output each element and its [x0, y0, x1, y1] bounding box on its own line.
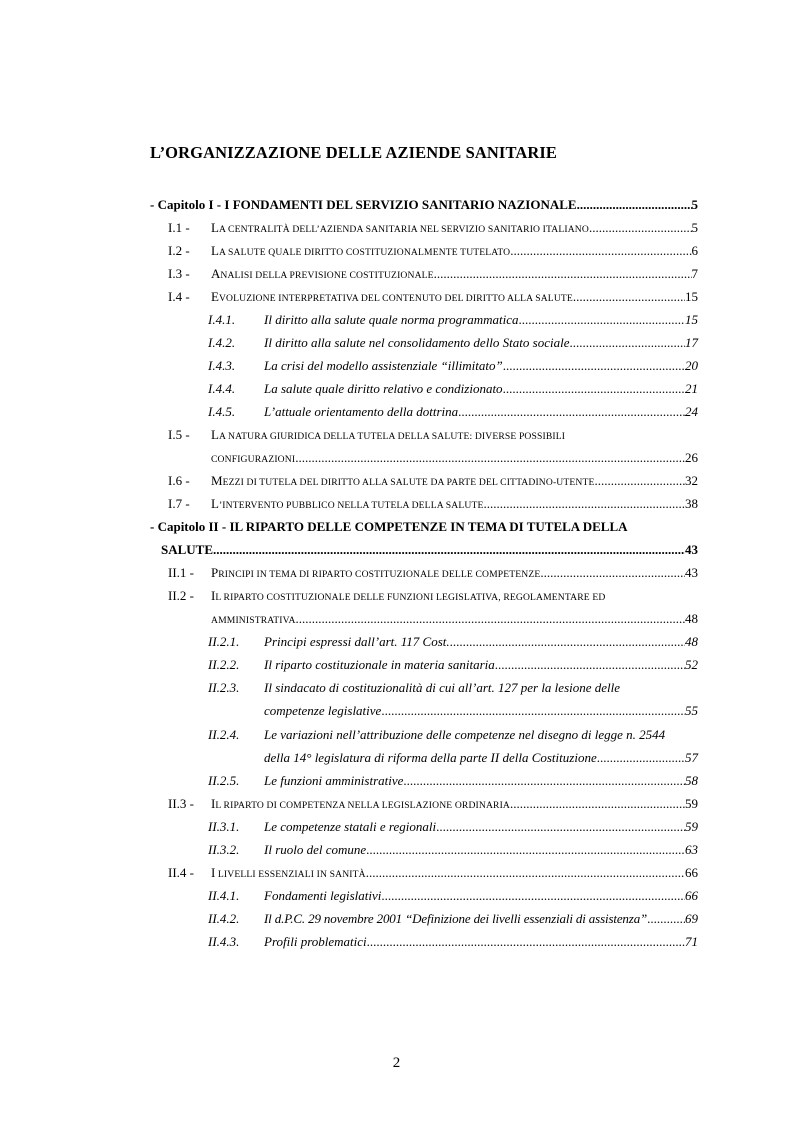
toc-title: La salute quale diritto relativo e condizionato	[264, 381, 503, 396]
toc-number: I.7 -	[168, 496, 190, 511]
toc-title-initial: I	[211, 588, 216, 603]
leader-dots	[573, 288, 685, 306]
toc-title-rest: A NATURA GIURIDICA DELLA TUTELA DELLA SALUTE: DIVERSE POSSIBILI	[218, 431, 566, 442]
toc-title	[211, 587, 605, 607]
toc-title	[211, 242, 510, 262]
toc-chapter-title-continuation: SALUTE	[161, 542, 214, 557]
toc-page: 15	[685, 289, 698, 304]
toc-title-rest: RINCIPI IN TEMA DI RIPARTO COSTITUZIONALE DELLE COMPETENZE	[218, 569, 541, 580]
toc-page: 38	[685, 496, 698, 511]
toc-subsection-ii22[interactable]	[208, 656, 698, 674]
toc-page: 63	[685, 842, 698, 857]
toc-title	[211, 265, 434, 285]
toc-subsection-ii21[interactable]	[208, 633, 698, 651]
toc-title	[211, 426, 565, 446]
leader-dots	[510, 242, 691, 260]
leader-dots	[458, 403, 685, 421]
toc-subsection-ii42[interactable]	[208, 910, 698, 928]
toc-title: Profili problematici	[264, 934, 367, 949]
toc-page: 66	[685, 888, 698, 903]
toc-title-continuation	[211, 610, 296, 630]
toc-title-initial: M	[211, 473, 223, 488]
leader-dots	[595, 472, 685, 490]
toc-title-rest: A SALUTE QUALE DIRITTO COSTITUZIONALMENTE TUTELATO	[218, 247, 511, 258]
leader-dots	[366, 864, 685, 882]
toc-subsection-ii32[interactable]	[208, 841, 698, 859]
toc-number: II.2.1.	[208, 634, 240, 649]
toc-section-ii4[interactable]	[168, 864, 698, 882]
toc-title: Il diritto alla salute quale norma programmatica	[264, 312, 519, 327]
toc-section-i3[interactable]	[168, 265, 698, 283]
toc-number: II.4.1.	[208, 888, 240, 903]
toc-number: II.2 -	[168, 588, 194, 603]
toc-title: Il diritto alla salute nel consolidamento dello Stato sociale	[264, 335, 570, 350]
toc-chapter-1[interactable]	[150, 196, 698, 214]
leader-dots	[366, 841, 685, 859]
toc-page: 55	[685, 703, 698, 718]
toc-title-rest: VOLUZIONE INTERPRETATIVA DEL CONTENUTO DEL DIRITTO ALLA SALUTE	[218, 293, 573, 304]
toc-title-rest: LIVELLI ESSENZIALI IN SANITÀ	[215, 869, 366, 880]
toc-section-i6[interactable]	[168, 472, 698, 490]
toc-title: Il sindacato di costituzionalità di cui all’art. 127 per la lesione delle	[264, 680, 621, 695]
toc-title-rest: ’INTERVENTO PUBBLICO NELLA TUTELA DELLA SALUTE	[218, 500, 484, 511]
leader-dots	[647, 910, 685, 928]
toc-number: I.1 -	[168, 220, 190, 235]
toc-section-i1[interactable]	[168, 219, 698, 237]
toc-title-initial: L	[211, 427, 219, 442]
leader-dots	[295, 449, 685, 467]
toc-title	[211, 288, 573, 308]
toc-number: II.4.2.	[208, 911, 240, 926]
toc-page: 17	[685, 335, 698, 350]
toc-title-initial: L	[211, 496, 219, 511]
leader-dots	[483, 495, 685, 513]
toc-title-rest: NALISI DELLA PREVISIONE COSTITUZIONALE	[220, 270, 434, 281]
toc-section-ii1[interactable]	[168, 564, 698, 582]
toc-subsection-i45[interactable]	[208, 403, 698, 421]
toc-title-continuation: competenze legislative	[264, 703, 382, 718]
toc-chapter-2-cont[interactable]	[161, 541, 698, 559]
toc-title-initial: I	[211, 796, 216, 811]
toc-number: II.3 -	[168, 796, 194, 811]
toc-number: II.4 -	[168, 865, 194, 880]
leader-dots	[540, 564, 685, 582]
toc-section-ii2-cont[interactable]	[211, 610, 698, 628]
toc-page: 32	[685, 473, 698, 488]
toc-number: I.4.1.	[208, 312, 236, 327]
toc-title-rest: AMMINISTRATIVA	[211, 615, 296, 626]
toc-chapter-2[interactable]	[150, 518, 698, 536]
toc-title	[211, 564, 540, 584]
leader-dots	[367, 933, 685, 951]
leader-dots	[381, 702, 685, 720]
toc-title-rest: EZZI DI TUTELA DEL DIRITTO ALLA SALUTE DA PARTE DEL CITTADINO-UTENTE	[222, 477, 595, 488]
toc-title-initial: E	[211, 289, 219, 304]
toc-title-rest: A CENTRALITÀ DELL’AZIENDA SANITARIA NEL SERVIZIO SANITARIO ITALIANO	[218, 224, 589, 235]
leader-dots	[296, 610, 685, 628]
toc-title-initial: P	[211, 565, 219, 580]
toc-number: II.2.5.	[208, 773, 240, 788]
leader-dots	[518, 311, 685, 329]
toc-page: 21	[685, 381, 698, 396]
toc-number: II.3.1.	[208, 819, 240, 834]
toc-chapter-title: - Capitolo I - I FONDAMENTI DEL SERVIZIO SANITARIO NAZIONALE	[150, 197, 577, 212]
toc-number: II.4.3.	[208, 934, 240, 949]
toc-page: 59	[685, 819, 698, 834]
toc-page: 43	[685, 542, 698, 557]
leader-dots	[577, 196, 692, 214]
leader-dots	[381, 887, 685, 905]
toc-number: I.4.3.	[208, 358, 236, 373]
toc-page: 66	[685, 865, 698, 880]
toc-section-ii2[interactable]	[168, 587, 698, 605]
toc-subsection-ii41[interactable]	[208, 887, 698, 905]
toc-title: La crisi del modello assistenziale “illimitato”	[264, 358, 503, 373]
toc-page: 5	[691, 220, 698, 235]
leader-dots	[450, 633, 685, 651]
toc-subsection-ii23[interactable]	[208, 679, 698, 697]
toc-section-i7[interactable]	[168, 495, 698, 513]
toc-title: Il riparto costituzionale in materia sanitaria	[264, 657, 495, 672]
leader-dots	[510, 795, 685, 813]
page-number: 2	[392, 1055, 401, 1071]
toc-section-ii3[interactable]	[168, 795, 698, 813]
toc-title	[211, 795, 510, 815]
toc-page: 57	[685, 750, 698, 765]
toc-title-continuation: della 14° legislatura di riforma della parte II della Costituzione	[264, 750, 597, 765]
toc-subsection-i44[interactable]	[208, 380, 698, 398]
toc-title-rest: L RIPARTO DI COMPETENZA NELLA LEGISLAZIONE ORDINARIA	[215, 800, 511, 811]
toc-subsection-ii23-cont[interactable]	[264, 702, 698, 720]
toc-section-i5-cont[interactable]	[211, 449, 698, 467]
toc-number: II.2.3.	[208, 680, 240, 695]
toc-subsection-ii31[interactable]	[208, 818, 698, 836]
toc-title: Fondamenti legislativi	[264, 888, 382, 903]
toc-page: 48	[685, 611, 698, 626]
leader-dots	[434, 265, 692, 283]
toc-title	[211, 472, 595, 492]
toc-title	[211, 864, 366, 884]
leader-dots	[403, 772, 685, 790]
toc-number: I.3 -	[168, 266, 190, 281]
toc-page: 20	[685, 358, 698, 373]
toc-title: Il ruolo del comune	[264, 842, 367, 857]
toc-page: 58	[685, 773, 698, 788]
toc-number: II.2.2.	[208, 657, 240, 672]
toc-title-rest: L RIPARTO COSTITUZIONALE DELLE FUNZIONI LEGISLATIVA, REGOLAMENTARE ED	[215, 592, 606, 603]
toc-title-initial: I	[211, 865, 216, 880]
toc-page: 52	[685, 657, 698, 672]
toc-number: I.4.2.	[208, 335, 236, 350]
toc-section-i2[interactable]	[168, 242, 698, 260]
toc-title: Le competenze statali e regionali	[264, 819, 437, 834]
toc-title: Il d.P.C. 29 novembre 2001 “Definizione dei livelli essenziali di assistenza”	[264, 911, 648, 926]
leader-dots	[213, 541, 685, 559]
toc-number: II.3.2.	[208, 842, 240, 857]
toc-subsection-i43[interactable]	[208, 357, 698, 375]
toc-chapter-title: - Capitolo II - IL RIPARTO DELLE COMPETENZE IN TEMA DI TUTELA DELLA	[150, 519, 628, 534]
toc-title-continuation	[211, 449, 295, 469]
toc-number: II.1 -	[168, 565, 194, 580]
toc-page: 59	[685, 796, 698, 811]
toc-number: I.4.4.	[208, 381, 236, 396]
toc-number: II.2.4.	[208, 727, 240, 742]
toc-title-initial: L	[211, 243, 219, 258]
toc-subsection-ii25[interactable]	[208, 772, 698, 790]
leader-dots	[589, 219, 692, 237]
toc-page: 7	[691, 266, 698, 281]
toc-page: 69	[685, 911, 698, 926]
toc-subsection-i42[interactable]	[208, 334, 698, 352]
leader-dots	[569, 334, 685, 352]
leader-dots	[503, 357, 685, 375]
page-title: L’ORGANIZZAZIONE DELLE AZIENDE SANITARIE	[150, 143, 557, 162]
toc-page: 6	[691, 243, 698, 258]
toc-subsection-ii24-cont[interactable]	[264, 749, 698, 767]
toc-page: 43	[685, 565, 698, 580]
toc-title	[211, 495, 483, 515]
toc-page: 71	[685, 934, 698, 949]
toc-title: L’attuale orientamento della dottrina	[264, 404, 459, 419]
leader-dots	[495, 656, 685, 674]
toc-page: 26	[685, 450, 698, 465]
toc-title: Principi espressi dall’art. 117 Cost.	[264, 634, 450, 649]
toc-number: I.5 -	[168, 427, 190, 442]
toc-number: I.2 -	[168, 243, 190, 258]
toc-title-initial: A	[211, 266, 221, 281]
toc-title-rest: CONFIGURAZIONI	[211, 454, 296, 465]
toc-page: 24	[685, 404, 698, 419]
toc-subsection-ii43[interactable]	[208, 933, 698, 951]
toc-subsection-ii24[interactable]	[208, 726, 698, 744]
toc-title-initial: L	[211, 220, 219, 235]
toc-section-i4[interactable]	[168, 288, 698, 306]
leader-dots	[436, 818, 685, 836]
toc-number: I.4.5.	[208, 404, 236, 419]
toc-page: 15	[685, 312, 698, 327]
toc-page: 5	[691, 197, 698, 212]
toc-number: I.4 -	[168, 289, 190, 304]
toc-page: 48	[685, 634, 698, 649]
toc-title	[211, 219, 589, 239]
toc-section-i5[interactable]	[168, 426, 698, 444]
toc-title: Le variazioni nell’attribuzione delle competenze nel disegno di legge n. 2544	[264, 727, 666, 742]
toc-subsection-i41[interactable]	[208, 311, 698, 329]
toc-number: I.6 -	[168, 473, 190, 488]
toc-title: Le funzioni amministrative	[264, 773, 404, 788]
leader-dots	[503, 380, 685, 398]
leader-dots	[597, 749, 685, 767]
